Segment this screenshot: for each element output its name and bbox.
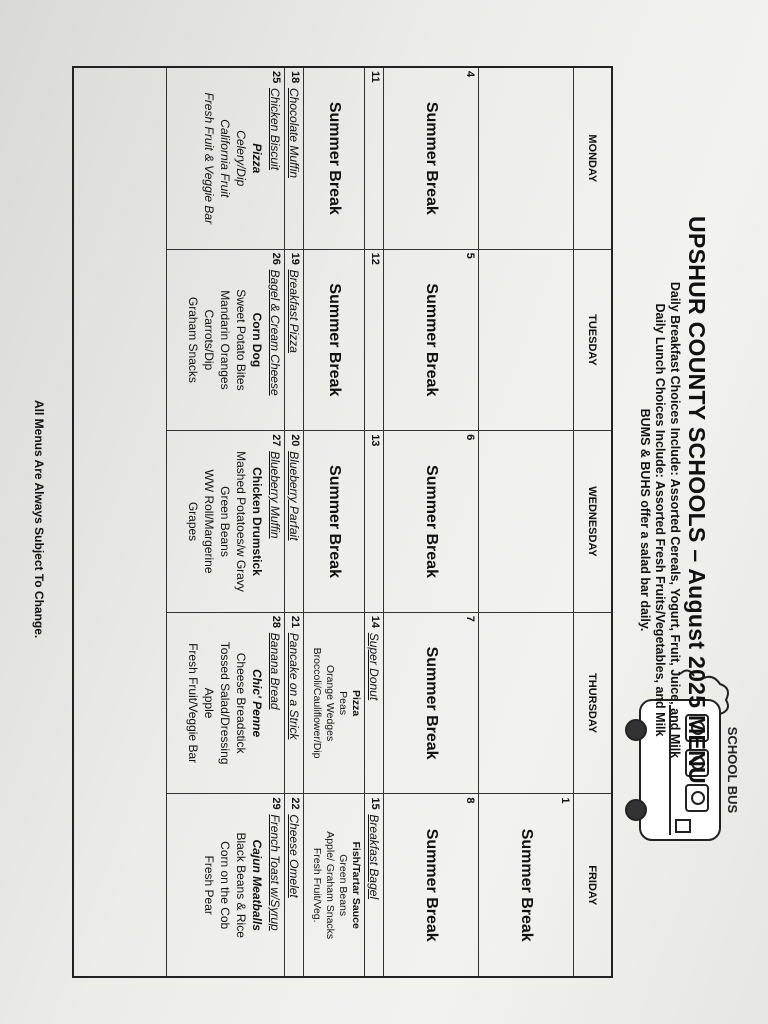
- calendar-cell-aug-18: [284, 68, 303, 250]
- calendar-cell: [478, 431, 573, 613]
- lunch-items: [185, 250, 265, 431]
- breakfast-item: Blueberry Muffin: [268, 451, 282, 539]
- lunch-side: Carrots/Dip: [202, 309, 216, 371]
- calendar-cell-aug-13: [303, 431, 364, 613]
- lunch-side: Apple/ Graham Snacks: [324, 831, 336, 940]
- summer-break-label: Summer Break: [423, 828, 440, 942]
- summer-break-label: Summer Break: [423, 101, 440, 215]
- calendar-cell-aug-22: [284, 794, 303, 976]
- date-row-cell: [364, 250, 383, 432]
- lunch-items: [185, 431, 265, 612]
- lunch-note: Daily Lunch Choices Include: Assorted Fresh Fruits/Vegetables, and Milk: [653, 303, 667, 737]
- breakfast-item: Breakfast Pizza: [287, 269, 301, 353]
- calendar-cell-aug-27: [166, 431, 284, 613]
- disclaimer: All Menus Are Always Subject To Change.: [32, 400, 46, 639]
- calendar-cell-aug-28: [166, 613, 284, 795]
- breakfast-item: Super Donut: [367, 632, 381, 701]
- calendar-cell-aug-21: [284, 613, 303, 795]
- breakfast-note: Daily Breakfast Choices Include: Assorted Cereals, Yogurt, Fruit, Juice, and Milk: [668, 281, 682, 759]
- date-number: 28: [270, 615, 282, 629]
- lunch-entree: Fish/Tartar Sauce: [350, 841, 362, 929]
- date-row-cell: [364, 613, 383, 795]
- lunch-side: Fresh Fruit & Veggie Bar: [202, 92, 216, 225]
- calendar-cell-aug-11: [303, 68, 364, 250]
- date-number: 25: [270, 71, 282, 84]
- date-number: 5: [464, 252, 476, 259]
- calendar-cell-aug-19: [284, 250, 303, 432]
- date-number: 12: [369, 252, 381, 265]
- summer-break-label: Summer Break: [326, 283, 343, 397]
- lunch-side: Tossed Salad/Dressing: [218, 641, 232, 765]
- lunch-side: Peas: [337, 691, 349, 716]
- calendar-cell-aug-6: [383, 431, 478, 613]
- summer-break-label: Summer Break: [326, 465, 343, 578]
- breakfast-item: French Toast w/Syrup: [268, 814, 282, 931]
- day-header-friday: FRIDAY: [573, 794, 611, 976]
- calendar-cell-aug-7: [383, 613, 478, 795]
- breakfast-item: Cheese Omelet: [287, 814, 301, 898]
- calendar-cell: [478, 68, 573, 250]
- menu-header: [633, 0, 768, 1024]
- summer-break-label: Summer Break: [423, 646, 440, 760]
- calendar-cell-aug-5: [383, 250, 478, 432]
- bus-label: SCHOOL BUS: [725, 726, 740, 814]
- lunch-items: [201, 794, 265, 976]
- lunch-items: [185, 613, 265, 794]
- lunch-side: Sweet Potato Bites: [234, 289, 248, 391]
- lunch-entree: Corn Dog: [250, 312, 264, 368]
- calendar-cell: [478, 613, 573, 795]
- day-header-thursday: THURSDAY: [573, 613, 611, 795]
- day-header-wednesday: WEDNESDAY: [573, 431, 611, 613]
- breakfast-item: Bagel & Cream Cheese: [268, 269, 282, 396]
- date-number: 26: [270, 252, 282, 265]
- calendar-cell-aug-1: [478, 794, 573, 976]
- breakfast-item: Chicken Biscuit: [268, 88, 282, 171]
- day-header-tuesday: TUESDAY: [573, 250, 611, 432]
- date-number: 29: [270, 797, 282, 810]
- lunch-side: Celery/Dip: [234, 130, 248, 187]
- lunch-entree: Chic' Penne: [250, 668, 264, 738]
- date-number: 19: [289, 252, 301, 265]
- calendar-cell-aug-14: [303, 613, 364, 795]
- breakfast-item: Breakfast Bagel: [367, 814, 381, 900]
- calendar-cell-aug-15: [303, 794, 364, 976]
- calendar-cell-aug-20: [284, 431, 303, 613]
- calendar-cell-aug-4: [383, 68, 478, 250]
- lunch-side: Apple: [202, 687, 216, 719]
- lunch-entree: Pizza: [350, 689, 362, 717]
- date-row-cell: [364, 431, 383, 613]
- breakfast-item: Banana Bread: [268, 632, 282, 710]
- calendar-cell: [478, 250, 573, 432]
- lunch-entree: Pizza: [250, 143, 264, 174]
- menu-calendar: [72, 66, 613, 978]
- date-number: 4: [464, 71, 476, 78]
- summer-break-label: Summer Break: [423, 465, 440, 578]
- date-row-cell: [364, 794, 383, 976]
- breakfast-item: Blueberry Parfait: [287, 451, 301, 541]
- date-row-cell: [364, 68, 383, 250]
- lunch-side: Black Beans & Rice: [234, 832, 248, 938]
- date-number: 21: [289, 615, 301, 629]
- date-number: 6: [464, 434, 476, 441]
- lunch-side: Grapes: [186, 501, 200, 542]
- lunch-side: Broccoli/Cauliflower/Dip: [311, 647, 323, 759]
- breakfast-item: Pancake on a Strick: [287, 632, 301, 740]
- date-number: 1: [559, 797, 571, 804]
- lunch-side: Fresh Fruit/Veg.: [311, 847, 323, 923]
- date-number: 15: [369, 797, 381, 810]
- lunch-items: [310, 794, 362, 976]
- lunch-side: Graham Snacks: [186, 296, 200, 383]
- page-title: UPSHUR COUNTY SCHOOLS – August 2025 MENU: [684, 216, 710, 784]
- calendar-cell-aug-26: [166, 250, 284, 432]
- breakfast-item: Chocolate Muffin: [287, 88, 301, 179]
- lunch-side: Mandarin Oranges: [218, 290, 232, 390]
- lunch-side: Cheese Breadstick: [234, 652, 248, 754]
- lunch-side: Green Beans: [218, 486, 232, 557]
- calendar-cell-aug-25: [166, 68, 284, 250]
- date-number: 8: [464, 797, 476, 804]
- lunch-side: Green Beans: [337, 854, 349, 917]
- calendar-cell-aug-12: [303, 250, 364, 432]
- date-number: 27: [270, 434, 282, 447]
- summer-break-label: Summer Break: [518, 828, 535, 942]
- summer-break-label: Summer Break: [326, 101, 343, 215]
- calendar-cell-aug-29: [166, 794, 284, 976]
- lunch-entree: Cajun Meatballs: [250, 839, 264, 931]
- lunch-side: WW Roll/Margerine: [202, 469, 216, 574]
- lunch-side: California Fruit: [218, 119, 232, 198]
- lunch-side: Corn on the Cob: [218, 841, 232, 930]
- lunch-items: [310, 613, 362, 794]
- lunch-side: Mashed Potatoes/w Gravy: [234, 451, 248, 592]
- date-number: 11: [369, 71, 381, 83]
- date-number: 13: [369, 434, 381, 447]
- lunch-entree: Chicken Drumstick: [250, 467, 264, 576]
- date-number: 7: [464, 615, 476, 622]
- lunch-side: Orange Wedges: [324, 664, 336, 742]
- date-number: 18: [289, 71, 301, 84]
- date-number: 14: [369, 615, 381, 629]
- date-number: 20: [289, 434, 301, 447]
- lunch-items: [201, 68, 265, 249]
- salad-bar-note: BUMS & BUHS offer a salad bar daily.: [638, 408, 652, 632]
- lunch-side: Fresh Pear: [202, 855, 216, 915]
- summer-break-label: Summer Break: [423, 283, 440, 397]
- calendar-cell-aug-8: [383, 794, 478, 976]
- date-number: 22: [289, 797, 301, 810]
- lunch-side: Fresh Fruit/Veggie Bar: [186, 643, 200, 764]
- day-header-monday: MONDAY: [573, 68, 611, 250]
